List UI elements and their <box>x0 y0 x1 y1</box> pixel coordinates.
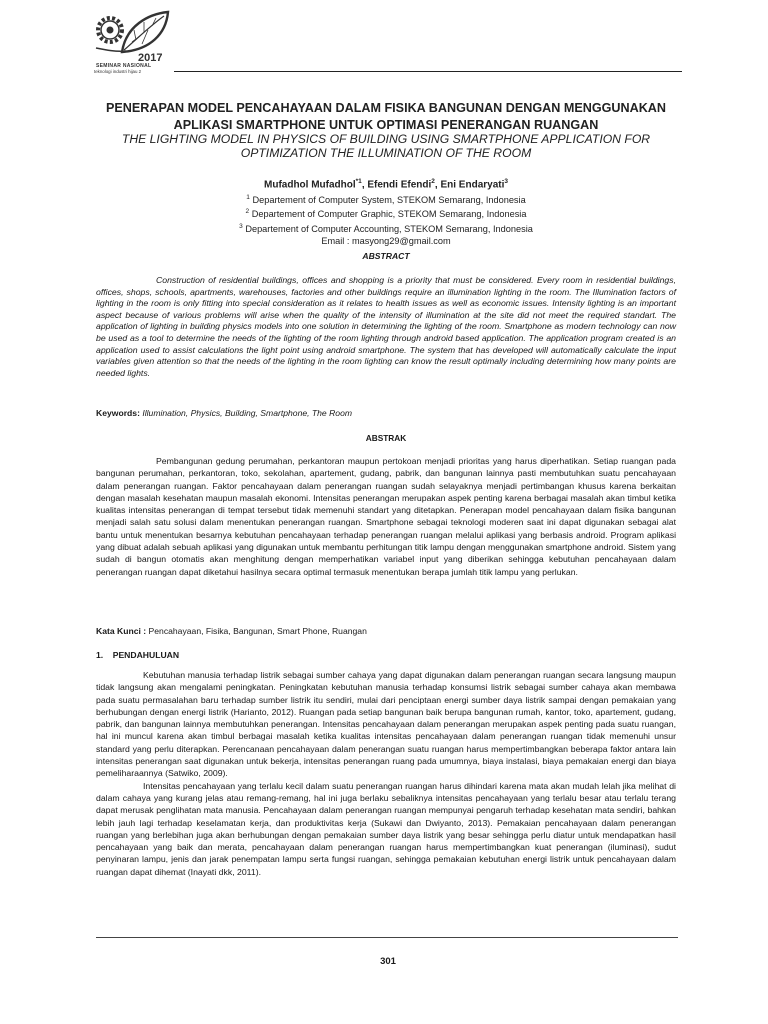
affiliation-sup: 1 <box>246 194 250 201</box>
abstract-text: Construction of residential buildings, offices and shopping is a priority that must be considered. Every room in residential buildings, offices, shops, schools, apartments, warehouses, factories and other buildings require an illumination lighting in the room. The Illumination factors of lighting in the room is only fitting into special consideration as it relates to health issues as well as economic issues. Intensity lighting is an important aspect because of various problems will arise when the quality of the intensity of illumination at the site did not meet the required standart. The application of lighting in building physics models into one solution in determining the lighting of the room. Smartphone as modern technology can now be used as a tool to determine the needs of the lighting of the room lighting through android based application. The application program created is an application used to assist calculations the light point using android smartphone. The system that has developed will automatically calculate the input variables given attention so that the needs of the lighting in the room lighting can know the result optimally including determining how many points are needed lights. <box>96 275 676 378</box>
author-sup: *1 <box>355 178 362 185</box>
abstract-heading: ABSTRACT <box>362 251 410 261</box>
keywords-text: Illumination, Physics, Building, Smartphone, The Room <box>142 408 353 418</box>
kata-kunci <box>96 626 676 636</box>
page-number: 301 <box>380 956 396 967</box>
paper-title-en: THE LIGHTING MODEL IN PHYSICS OF BUILDING USING SMARTPHONE APPLICATION FOR OPTIMIZATION THE ILLUMINATION OF THE ROOM <box>121 132 651 160</box>
paper-title-id: PENERAPAN MODEL PENCAHAYAAN DALAM FISIKA BANGUNAN DENGAN MENGGUNAKAN APLIKASI SMARTPHONE UNTUK OPTIMASI PENERANGAN RUANGAN <box>106 101 666 132</box>
body-paragraph: Kebutuhan manusia terhadap listrik sebagai sumber cahaya yang dapat digunakan dalam penerangan ruangan secara langsung maupun tidak langsung akan mengalami peningkatan. Peningkatan kebutuhan manusia terhadap konsumsi listrik sebagai sumber cahaya akan membawa pada suatu permasalahan baru terhadap sumber listrik itu sendiri, mulai dari penciptaan energi sumber daya listrik sampai dengan pemakaian yang berhubungan dengan energi listrik (Harianto, 2012). Ruangan pada setiap bangunan baik berupa bangunan rumah, kantor, toko, apartement, gudang, pabrik, dan bangunan lainnya membutuhkan penerangan. Intensitas pencahayaan dalam penerangan merupakan aspek penting pada suatu ruangan, hal ini muncul karena akan timbul berbagai masalah ketika kualitas intensitas pencahayaan dalam penerangan ruangan tidak memenuhi unsur standard yang perlu diterapkan. Perencanaan pencahayaan dalam penerangan suatu ruangan harus mempertimbangkan beberapa faktor antara lain intensitas penerangan saat digunakan untuk bekerja, intensitas penerangan ruang pada umumnya, biaya instalasi, biaya pemakaian energi dan biaya pemeliharaannya (Satwiko, 2009). <box>96 670 676 779</box>
author-name: Mufadhol Mufadhol <box>264 179 356 191</box>
body-text <box>96 669 676 878</box>
affiliation-line <box>96 206 676 220</box>
affiliation-text: Departement of Computer Graphic, STEKOM Semarang, Indonesia <box>251 209 527 220</box>
author-sup: 2 <box>431 178 435 185</box>
author-name: Eni Endaryati <box>440 179 505 191</box>
author-email: Email : masyong29@gmail.com <box>321 235 451 246</box>
author-sup: 3 <box>504 178 508 185</box>
author-list: Mufadhol Mufadhol$^{*1}$, Efendi Efendi$^2$, Eni Endaryati$^3$ <box>264 178 508 191</box>
kata-kunci-label: Kata Kunci : <box>96 626 147 636</box>
affiliation-sup: 2 <box>245 208 250 216</box>
abstrak-heading: ABSTRAK <box>365 433 407 443</box>
keywords <box>96 408 676 418</box>
kata-kunci-text: Pencahayaan, Fisika, Bangunan, Smart Phone, Ruangan <box>148 626 367 636</box>
footer-rule <box>96 937 678 938</box>
affiliation-line <box>96 192 676 206</box>
logo-seminar-label: SEMINAR NASIONAL <box>96 63 152 69</box>
logo-year: 2017 <box>138 52 163 64</box>
affiliation-text: Departement of Computer Accounting, STEKOM Semarang, Indonesia <box>245 223 533 234</box>
body-paragraph: Intensitas pencahayaan yang terlalu kecil dalam suatu penerangan ruangan harus dihindari karena mata akan mudah lelah jika melihat di dalam cahaya yang kurang jelas atau remang-remang, hal ini juga berlaku sebaliknya intensitas pencahayaan yang terlalu besar atau terlalu terang dapat merusak penglihatan mata manusia. Pencahayaan dalam penerangan ruangan mempunyai pengaruh terhadap kesehatan mata sendiri, bahkan lebih jauh lagi terhadap keselamatan kerja, dan produktivitas kerja (Sukawi dan Dwiyanto, 2013). Pemakaian pencahayaan dalam penerangan ruangan yang berlebihan juga akan berhubungan dengan pemakaian sumber daya listrik yang besar sehingga perlu diatur untuk mendapatkan hasil pencahayaan yang baik dan merata, pencahayaan dalam penerangan ruangan harus mempertimbangkan kuat penerangan (iluminasi), sudut penyinaran lampu, jenis dan jarak penempatan lampu serta fungsi ruangan, sehingga pemakaian kebutuhan energi listrik untuk pencahayaan dalam ruangan dapat dihemat (Inayati dkk, 2011). <box>96 780 676 877</box>
affiliations <box>96 192 676 247</box>
affiliation-line <box>96 221 676 235</box>
author-name: Efendi Efendi <box>367 179 432 191</box>
abstrak-text: Pembangunan gedung perumahan, perkantoran maupun pertokoan menjadi prioritas yang harus diperhatikan. Setiap ruangan pada bangunan perumahan, perkantoran, toko, sekolahan, apartement, gudang, pabrik, dan bangunan lainnya pasti membutuhkan suatu pencahayaan dalam penerangan ruangan. Faktor pencahayaan dalam penerangan ruangan sudah selayaknya menjadi pertimbangan khusus karena berkaitan dengan masalah kesehatan maupun masalah ekonomi. Intensitas penerangan merupakan aspek penting karena berbagai masalah akan timbul ketika kualitas intensitas penerangan di tempat tersebut tidak memenuhi standart yang ditetapkan. Penerapan model pencahayaan dalam fisika bangunan menjadi salah satu solusi dalam menentukan penerangan ruangan. Smartphone sebagai teknologi moderen saat ini dapat digunakan sebagai alat bantu untuk menentukan besarnya kebutuhan pencahayaan terhadap penerangan ruangan melalui aplikasi yang berbasis android. Program aplikasi yang dibuat adalah sebuah aplikasi yang digunakan untuk membantu perhitungan titik lampu dengan menggunakan smartphone android. Sistem yang sudah di bangun otomatis akan menghitung dengan memperhatikan variabel input yang diberikan sehingga kebutuhan pencahayaan dalam penerangan ruangan dapat diketahui hasilnya secara optimal termasuk menentukan berapa jumlah titik lampu yang perlukan. <box>96 456 676 577</box>
header-rule <box>174 71 682 72</box>
logo-tagline: teknologi industri hijau 2 <box>94 69 142 74</box>
keywords-label: Keywords: <box>96 408 140 418</box>
affiliation-text: Departement of Computer System, STEKOM Semarang, Indonesia <box>252 195 526 206</box>
affiliation-sup: 3 <box>239 222 243 230</box>
section-heading: 1. PENDAHULUAN <box>96 650 180 660</box>
